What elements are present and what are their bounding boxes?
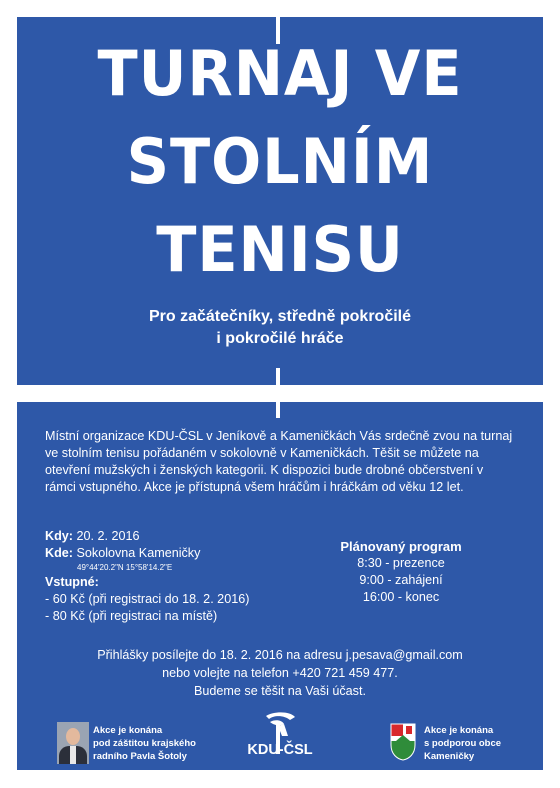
contact-line-3: Budeme se těšit na Vaši účast. xyxy=(194,684,366,698)
when-value: 20. 2. 2016 xyxy=(76,529,140,543)
fee-label: Vstupné: xyxy=(45,575,99,589)
patronage-line-3: radního Pavla Šotoly xyxy=(93,751,187,762)
when-row xyxy=(45,528,140,544)
kamenicky-crest-icon xyxy=(390,723,416,761)
patron-photo xyxy=(57,722,89,764)
support-note xyxy=(424,724,501,763)
title-line-2: STOLNÍM xyxy=(126,125,434,198)
logo-text: KDU-ČSL xyxy=(247,742,313,758)
subtitle-line-2: i pokročilé hráče xyxy=(216,330,344,347)
fee-item-1: - 60 Kč (při registraci do 18. 2. 2016) xyxy=(45,592,250,606)
support-line-2: s podporou obce xyxy=(424,738,502,749)
where-row xyxy=(45,545,200,561)
kdu-csl-logo xyxy=(238,712,322,758)
program-item-1: 8:30 - prezence xyxy=(357,556,445,570)
patronage-line-2: pod záštitou krajského xyxy=(93,738,196,749)
contact-info xyxy=(17,646,543,700)
where-value: Sokolovna Kameničky xyxy=(76,546,201,560)
title-line-3: TENISU xyxy=(156,213,404,286)
program-box xyxy=(340,538,462,606)
support-line-3: Kameničky xyxy=(424,751,475,762)
contact-line-2: nebo volejte na telefon +420 721 459 477. xyxy=(162,666,398,680)
where-label: Kde: xyxy=(45,546,73,560)
kdu-csl-emblem-icon xyxy=(260,712,300,738)
title-line-1: TURNAJ VE xyxy=(97,37,463,110)
poster-subtitle xyxy=(0,306,560,350)
program-item-2: 9:00 - zahájení xyxy=(359,573,443,587)
patronage-note xyxy=(93,724,196,763)
program-title: Plánovaný program xyxy=(340,539,462,554)
gps-coordinates: 49°44'20.2"N 15°58'14.2"E xyxy=(77,563,173,572)
contact-line-1: Přihlášky posílejte do 18. 2. 2016 na adresu j.pesava@gmail.com xyxy=(97,648,463,662)
support-line-1: Akce je konána xyxy=(424,725,494,736)
subtitle-line-1: Pro začátečníky, středně pokročilé xyxy=(148,308,412,325)
fee-item-2: - 80 Kč (při registraci na místě) xyxy=(45,609,218,623)
intro-paragraph: Místní organizace KDU-ČSL v Jeníkově a Kameničkách Vás srdečně zvou na turnaj ve stolním tenisu pořádaném v sokolovně v Kameničkách. Těšit se můžete na otevření mužských i ženských kategorii. K dispozici bude drobné občerstvení v rámci vstupného. Akce je přístupná všem hráčům i hráčkám od věku 12 let. xyxy=(45,429,513,494)
patronage-line-1: Akce je konána xyxy=(93,725,163,736)
poster-title xyxy=(14,30,546,294)
when-label: Kdy: xyxy=(45,529,73,543)
net-line-middle xyxy=(276,368,280,418)
program-item-3: 16:00 - konec xyxy=(362,590,440,604)
